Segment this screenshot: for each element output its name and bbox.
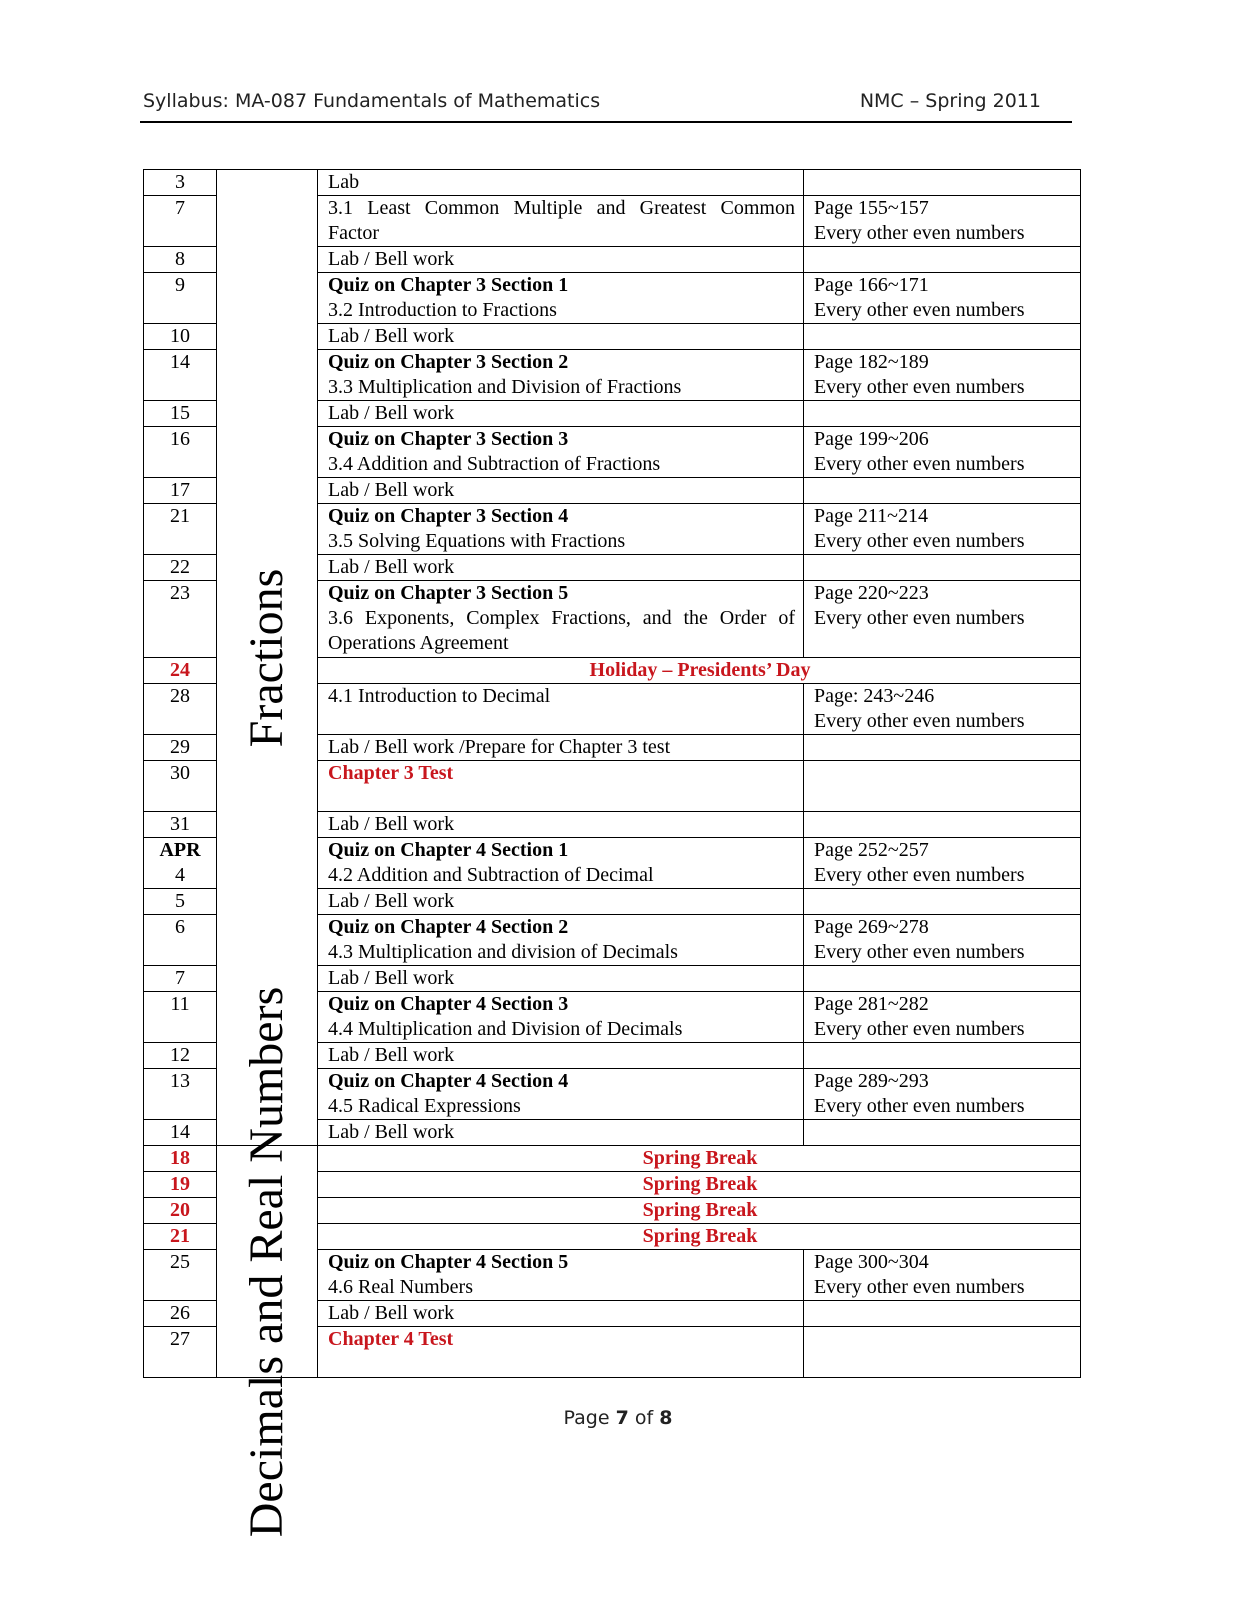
homework-line: Every other even numbers [814, 710, 1025, 732]
topic-heading: Quiz on Chapter 3 Section 5 [328, 582, 569, 604]
homework-line: Page 269~278 [814, 916, 929, 938]
homework-cell [804, 966, 1081, 992]
topic-cell [318, 273, 804, 324]
topic-cell [318, 992, 804, 1043]
topic-line: 3.2 Introduction to Fractions [328, 299, 557, 321]
date-cell [144, 1327, 217, 1378]
homework-cell [804, 170, 1081, 196]
date-label: 30 [170, 762, 190, 784]
topic-cell [318, 170, 804, 196]
topic-cell [318, 761, 804, 812]
homework-cell [804, 889, 1081, 915]
topic-line: 4.5 Radical Expressions [328, 1095, 521, 1117]
topic-cell [318, 838, 804, 889]
date-label: 9 [175, 274, 185, 296]
homework-cell [804, 761, 1081, 812]
homework-line: Page 300~304 [814, 1251, 929, 1273]
topic-line: 4.1 Introduction to Decimal [328, 685, 551, 707]
date-cell [144, 581, 217, 658]
homework-line: Page 199~206 [814, 428, 929, 450]
topic-cell [318, 1301, 804, 1327]
date-cell [144, 838, 217, 889]
topic-cell [318, 1069, 804, 1120]
date-cell [144, 555, 217, 581]
homework-line: Every other even numbers [814, 1018, 1025, 1040]
homework-line: Every other even numbers [814, 299, 1025, 321]
topic-line: Lab / Bell work [328, 248, 455, 270]
topic-cell [318, 735, 804, 761]
date-cell [144, 684, 217, 735]
homework-line: Page: 243~246 [814, 685, 935, 707]
date-label: 8 [175, 248, 185, 270]
date-label: 28 [170, 685, 190, 707]
topic-cell [318, 196, 804, 247]
date-label: 5 [175, 890, 185, 912]
homework-line: Page 182~189 [814, 351, 929, 373]
holiday-label: Spring Break [642, 1225, 758, 1247]
homework-cell [804, 427, 1081, 478]
topic-heading: Chapter 3 Test [328, 762, 454, 784]
homework-cell [804, 555, 1081, 581]
date-cell [144, 1250, 217, 1301]
topic-line: Lab / Bell work [328, 556, 455, 578]
date-cell [144, 1069, 217, 1120]
topic-heading: Quiz on Chapter 4 Section 2 [328, 916, 569, 938]
date-cell [144, 196, 217, 247]
date-cell [144, 992, 217, 1043]
date-cell [144, 350, 217, 401]
homework-line: Every other even numbers [814, 941, 1025, 963]
topic-line: Lab / Bell work [328, 890, 455, 912]
date-cell [144, 273, 217, 324]
homework-cell [804, 1120, 1081, 1146]
homework-line: Page 252~257 [814, 839, 929, 861]
topic-cell [318, 427, 804, 478]
homework-cell [804, 504, 1081, 555]
date-cell [144, 1043, 217, 1069]
date-label: 25 [170, 1251, 190, 1273]
unit-label: Decimals and Real Numbers [240, 986, 293, 1537]
topic-cell [318, 915, 804, 966]
date-label: 31 [170, 813, 190, 835]
topic-cell [318, 555, 804, 581]
homework-cell [804, 273, 1081, 324]
homework-line: Page 220~223 [814, 582, 929, 604]
total-pages: 8 [659, 1407, 673, 1429]
date-label: 27 [170, 1328, 190, 1350]
date-label: 3 [175, 171, 185, 193]
topic-cell [318, 684, 804, 735]
topic-line: Lab / Bell work [328, 325, 455, 347]
date-cell [144, 427, 217, 478]
topic-line: Lab / Bell work /Prepare for Chapter 3 test [328, 736, 671, 758]
header-rule [140, 121, 1072, 123]
date-cell [144, 1301, 217, 1327]
homework-cell [804, 992, 1081, 1043]
homework-line: Every other even numbers [814, 453, 1025, 475]
date-cell [144, 170, 217, 196]
date-cell [144, 915, 217, 966]
date-label: 10 [170, 325, 190, 347]
date-cell [144, 1224, 217, 1250]
date-label: 21 [170, 1225, 190, 1247]
homework-cell [804, 735, 1081, 761]
homework-cell [804, 915, 1081, 966]
date-label: 14 [170, 351, 190, 373]
date-label: 19 [170, 1173, 190, 1195]
table-row [144, 170, 1081, 196]
date-cell [144, 1198, 217, 1224]
topic-heading: Quiz on Chapter 4 Section 1 [328, 839, 569, 861]
homework-cell [804, 324, 1081, 350]
homework-cell [804, 247, 1081, 273]
topic-heading: Quiz on Chapter 3 Section 1 [328, 274, 569, 296]
topic-heading: Quiz on Chapter 4 Section 4 [328, 1070, 569, 1092]
date-cell [144, 247, 217, 273]
topic-line: Lab / Bell work [328, 967, 455, 989]
date-label: APR [159, 839, 201, 861]
topic-cell [318, 324, 804, 350]
date-label: 18 [170, 1147, 190, 1169]
topic-cell [318, 889, 804, 915]
date-label: 23 [170, 582, 190, 604]
date-cell [144, 401, 217, 427]
topic-cell [318, 1120, 804, 1146]
topic-cell [318, 401, 804, 427]
topic-cell [318, 350, 804, 401]
homework-cell [804, 401, 1081, 427]
homework-line: Page 289~293 [814, 1070, 929, 1092]
date-cell [144, 966, 217, 992]
homework-line: Page 155~157 [814, 197, 929, 219]
topic-line: 4.2 Addition and Subtraction of Decimal [328, 864, 654, 886]
topic-cell [318, 581, 804, 658]
holiday-cell [318, 1146, 1081, 1172]
topic-heading: Quiz on Chapter 3 Section 3 [328, 428, 569, 450]
topic-line: 3.5 Solving Equations with Fractions [328, 530, 626, 552]
topic-line: 4.3 Multiplication and division of Decimals [328, 941, 678, 963]
homework-cell [804, 1327, 1081, 1378]
homework-line: Every other even numbers [814, 864, 1025, 886]
date-label: 21 [170, 505, 190, 527]
homework-line: Page 281~282 [814, 993, 929, 1015]
date-label: 26 [170, 1302, 190, 1324]
homework-line: Every other even numbers [814, 376, 1025, 398]
topic-heading: Quiz on Chapter 4 Section 3 [328, 993, 569, 1015]
topic-heading: Chapter 4 Test [328, 1328, 454, 1350]
homework-cell [804, 478, 1081, 504]
date-label: 7 [175, 967, 185, 989]
homework-cell [804, 581, 1081, 658]
homework-line: Every other even numbers [814, 222, 1025, 244]
topic-cell [318, 1250, 804, 1301]
date-label: 13 [170, 1070, 190, 1092]
topic-line: 3.4 Addition and Subtraction of Fractions [328, 453, 661, 475]
holiday-cell [318, 1224, 1081, 1250]
homework-line: Page 211~214 [814, 505, 928, 527]
topic-cell [318, 812, 804, 838]
document-title: Syllabus: MA-087 Fundamentals of Mathematics [143, 90, 601, 112]
holiday-label: Spring Break [642, 1173, 758, 1195]
topic-cell [318, 1327, 804, 1378]
date-cell [144, 658, 217, 684]
topic-line: Lab / Bell work [328, 479, 455, 501]
homework-cell [804, 350, 1081, 401]
holiday-cell [318, 658, 1081, 684]
homework-cell [804, 684, 1081, 735]
topic-line: Lab / Bell work [328, 1044, 455, 1066]
homework-cell [804, 1069, 1081, 1120]
homework-cell [804, 1250, 1081, 1301]
homework-line: Every other even numbers [814, 607, 1025, 629]
topic-cell [318, 247, 804, 273]
date-cell [144, 812, 217, 838]
homework-line: Every other even numbers [814, 1095, 1025, 1117]
topic-line: 3.1 Least Common Multiple and Greatest Common Factor [328, 197, 795, 244]
homework-line: Every other even numbers [814, 530, 1025, 552]
homework-cell [804, 812, 1081, 838]
topic-heading: Quiz on Chapter 4 Section 5 [328, 1251, 569, 1273]
topic-cell [318, 966, 804, 992]
date-label: 6 [175, 916, 185, 938]
date-label: 4 [175, 864, 185, 886]
date-label: 7 [175, 197, 185, 219]
topic-line: Lab [328, 171, 360, 193]
date-label: 16 [170, 428, 190, 450]
topic-line: Lab / Bell work [328, 1302, 455, 1324]
date-cell [144, 1172, 217, 1198]
holiday-label: Holiday – Presidents’ Day [589, 659, 811, 681]
homework-cell [804, 838, 1081, 889]
date-cell [144, 1120, 217, 1146]
unit-label: Fractions [240, 568, 293, 747]
date-label: 15 [170, 402, 190, 424]
date-label: 29 [170, 736, 190, 758]
date-label: 24 [170, 659, 190, 681]
topic-line: Lab / Bell work [328, 813, 455, 835]
date-label: 14 [170, 1121, 190, 1143]
date-cell [144, 504, 217, 555]
date-label: 17 [170, 479, 190, 501]
date-cell [144, 1146, 217, 1172]
topic-cell [318, 478, 804, 504]
topic-heading: Quiz on Chapter 3 Section 4 [328, 505, 569, 527]
date-cell [144, 478, 217, 504]
homework-cell [804, 196, 1081, 247]
topic-cell [318, 1043, 804, 1069]
topic-line: Lab / Bell work [328, 1121, 455, 1143]
date-label: 12 [170, 1044, 190, 1066]
date-cell [144, 324, 217, 350]
page-number: Page 7 of 8 [563, 1407, 673, 1429]
topic-line: 4.6 Real Numbers [328, 1276, 473, 1298]
homework-line: Every other even numbers [814, 1276, 1025, 1298]
topic-line: 3.6 Exponents, Complex Fractions, and the Order of Operations Agreement [328, 607, 795, 654]
date-label: 20 [170, 1199, 190, 1221]
date-cell [144, 761, 217, 812]
date-label: 11 [170, 993, 190, 1015]
homework-cell [804, 1043, 1081, 1069]
holiday-label: Spring Break [642, 1147, 758, 1169]
date-label: 22 [170, 556, 190, 578]
document-term: NMC – Spring 2011 [859, 90, 1041, 112]
holiday-cell [318, 1198, 1081, 1224]
date-cell [144, 735, 217, 761]
topic-line: 3.3 Multiplication and Division of Fractions [328, 376, 682, 398]
holiday-label: Spring Break [642, 1199, 758, 1221]
topic-heading: Quiz on Chapter 3 Section 2 [328, 351, 569, 373]
table-row [144, 1146, 1081, 1172]
holiday-cell [318, 1172, 1081, 1198]
homework-line: Page 166~171 [814, 274, 929, 296]
homework-cell [804, 1301, 1081, 1327]
current-page: 7 [615, 1407, 629, 1429]
unit-cell [217, 986, 318, 1537]
date-cell [144, 889, 217, 915]
topic-line: Lab / Bell work [328, 402, 455, 424]
topic-cell [318, 504, 804, 555]
topic-line: 4.4 Multiplication and Division of Decimals [328, 1018, 683, 1040]
